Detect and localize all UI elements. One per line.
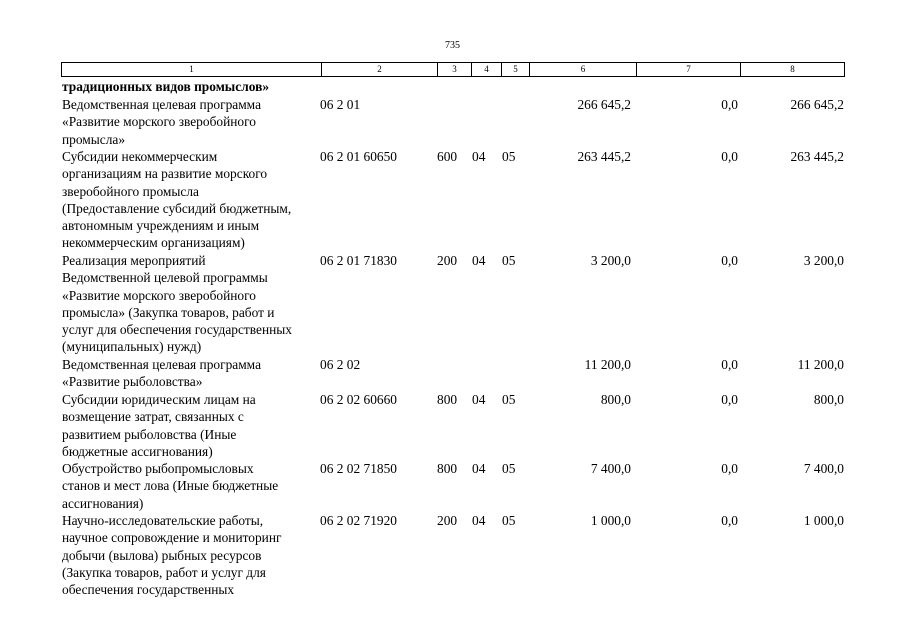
row-amount-col8: 800,0: [813, 392, 844, 407]
row-col4: 04: [472, 461, 486, 476]
row-amount-col7: 0,0: [721, 97, 738, 112]
row-description: Субсидии некоммерческим организациям на развитие морского зверобойного промысла (Предоставление субсидий бюджетным, автономным учреждениям и иным некоммерческим организациям): [62, 149, 292, 251]
row-code: 06 2 02 60660: [320, 392, 397, 407]
row-amount-col6: 7 400,0: [590, 461, 631, 476]
header-col-5: 5: [501, 63, 529, 76]
row-description: Научно-исследовательские работы, научное сопровождение и мониторинг добычи (вылова) рыбных ресурсов (Закупка товаров, работ и услуг для обеспечения государственных: [62, 513, 282, 598]
row-col5: 05: [502, 253, 516, 268]
row-amount-col7: 0,0: [721, 392, 738, 407]
row-col3: 600: [437, 149, 458, 164]
row-col3: 200: [437, 513, 458, 528]
row-amount-col8: 3 200,0: [803, 253, 844, 268]
row-code: 06 2 02 71850: [320, 461, 397, 476]
row-amount-col8: 263 445,2: [790, 149, 844, 164]
header-col-6: 6: [529, 63, 636, 76]
row-description: Обустройство рыбопромысловых станов и мест лова (Иные бюджетные ассигнования): [62, 461, 279, 511]
header-col-1: 1: [189, 64, 194, 74]
row-amount-col7: 0,0: [721, 149, 738, 164]
row-description: Реализация мероприятий Ведомственной целевой программы «Развитие морского зверобойного промысла» (Закупка товаров, работ и услуг для обеспечения государственных (муниципальных) нужд): [62, 253, 292, 355]
row-col4: 04: [472, 149, 486, 164]
row-amount-col7: 0,0: [721, 357, 738, 372]
row-amount-col6: 263 445,2: [577, 149, 631, 164]
row-description: Субсидии юридическим лицам на возмещение затрат, связанных с развитием рыболовства (Иные бюджетные ассигнования): [62, 392, 256, 459]
row-amount-col8: 7 400,0: [803, 461, 844, 476]
header-col-2: 2: [321, 63, 437, 76]
row-amount-col8: 11 200,0: [797, 357, 844, 372]
row-amount-col7: 0,0: [721, 513, 738, 528]
row-col5: 05: [502, 149, 516, 164]
header-col-3: 3: [437, 63, 471, 76]
header-col-4: 4: [471, 63, 501, 76]
page-number: 735: [445, 40, 460, 51]
row-col3: 800: [437, 392, 458, 407]
row-col5: 05: [502, 461, 516, 476]
header-col-7: 7: [636, 63, 740, 76]
row-code: 06 2 02: [320, 357, 361, 372]
row-code: 06 2 01 71830: [320, 253, 397, 268]
row-amount-col6: 266 645,2: [577, 97, 631, 112]
row-amount-col6: 11 200,0: [584, 357, 631, 372]
row-description: Ведомственная целевая программа «Развитие рыболовства»: [62, 357, 262, 390]
row-code: 06 2 02 71920: [320, 513, 397, 528]
row-col4: 04: [472, 513, 486, 528]
header-col-8: 8: [740, 63, 844, 76]
row-amount-col7: 0,0: [721, 253, 738, 268]
row-col5: 05: [502, 513, 516, 528]
table-header: [61, 62, 845, 77]
row-col3: 200: [437, 253, 458, 268]
row-amount-col8: 266 645,2: [790, 97, 844, 112]
row-code: 06 2 01: [320, 97, 361, 112]
row-col5: 05: [502, 392, 516, 407]
row-code: 06 2 01 60650: [320, 149, 397, 164]
row-amount-col6: 800,0: [600, 392, 631, 407]
row-amount-col7: 0,0: [721, 461, 738, 476]
row-amount-col6: 1 000,0: [590, 513, 631, 528]
row-col4: 04: [472, 253, 486, 268]
row-description: традиционных видов промыслов»: [62, 79, 270, 94]
row-col4: 04: [472, 392, 486, 407]
row-amount-col8: 1 000,0: [803, 513, 844, 528]
row-description: Ведомственная целевая программа «Развитие морского зверобойного промысла»: [62, 97, 262, 147]
row-amount-col6: 3 200,0: [590, 253, 631, 268]
row-col3: 800: [437, 461, 458, 476]
